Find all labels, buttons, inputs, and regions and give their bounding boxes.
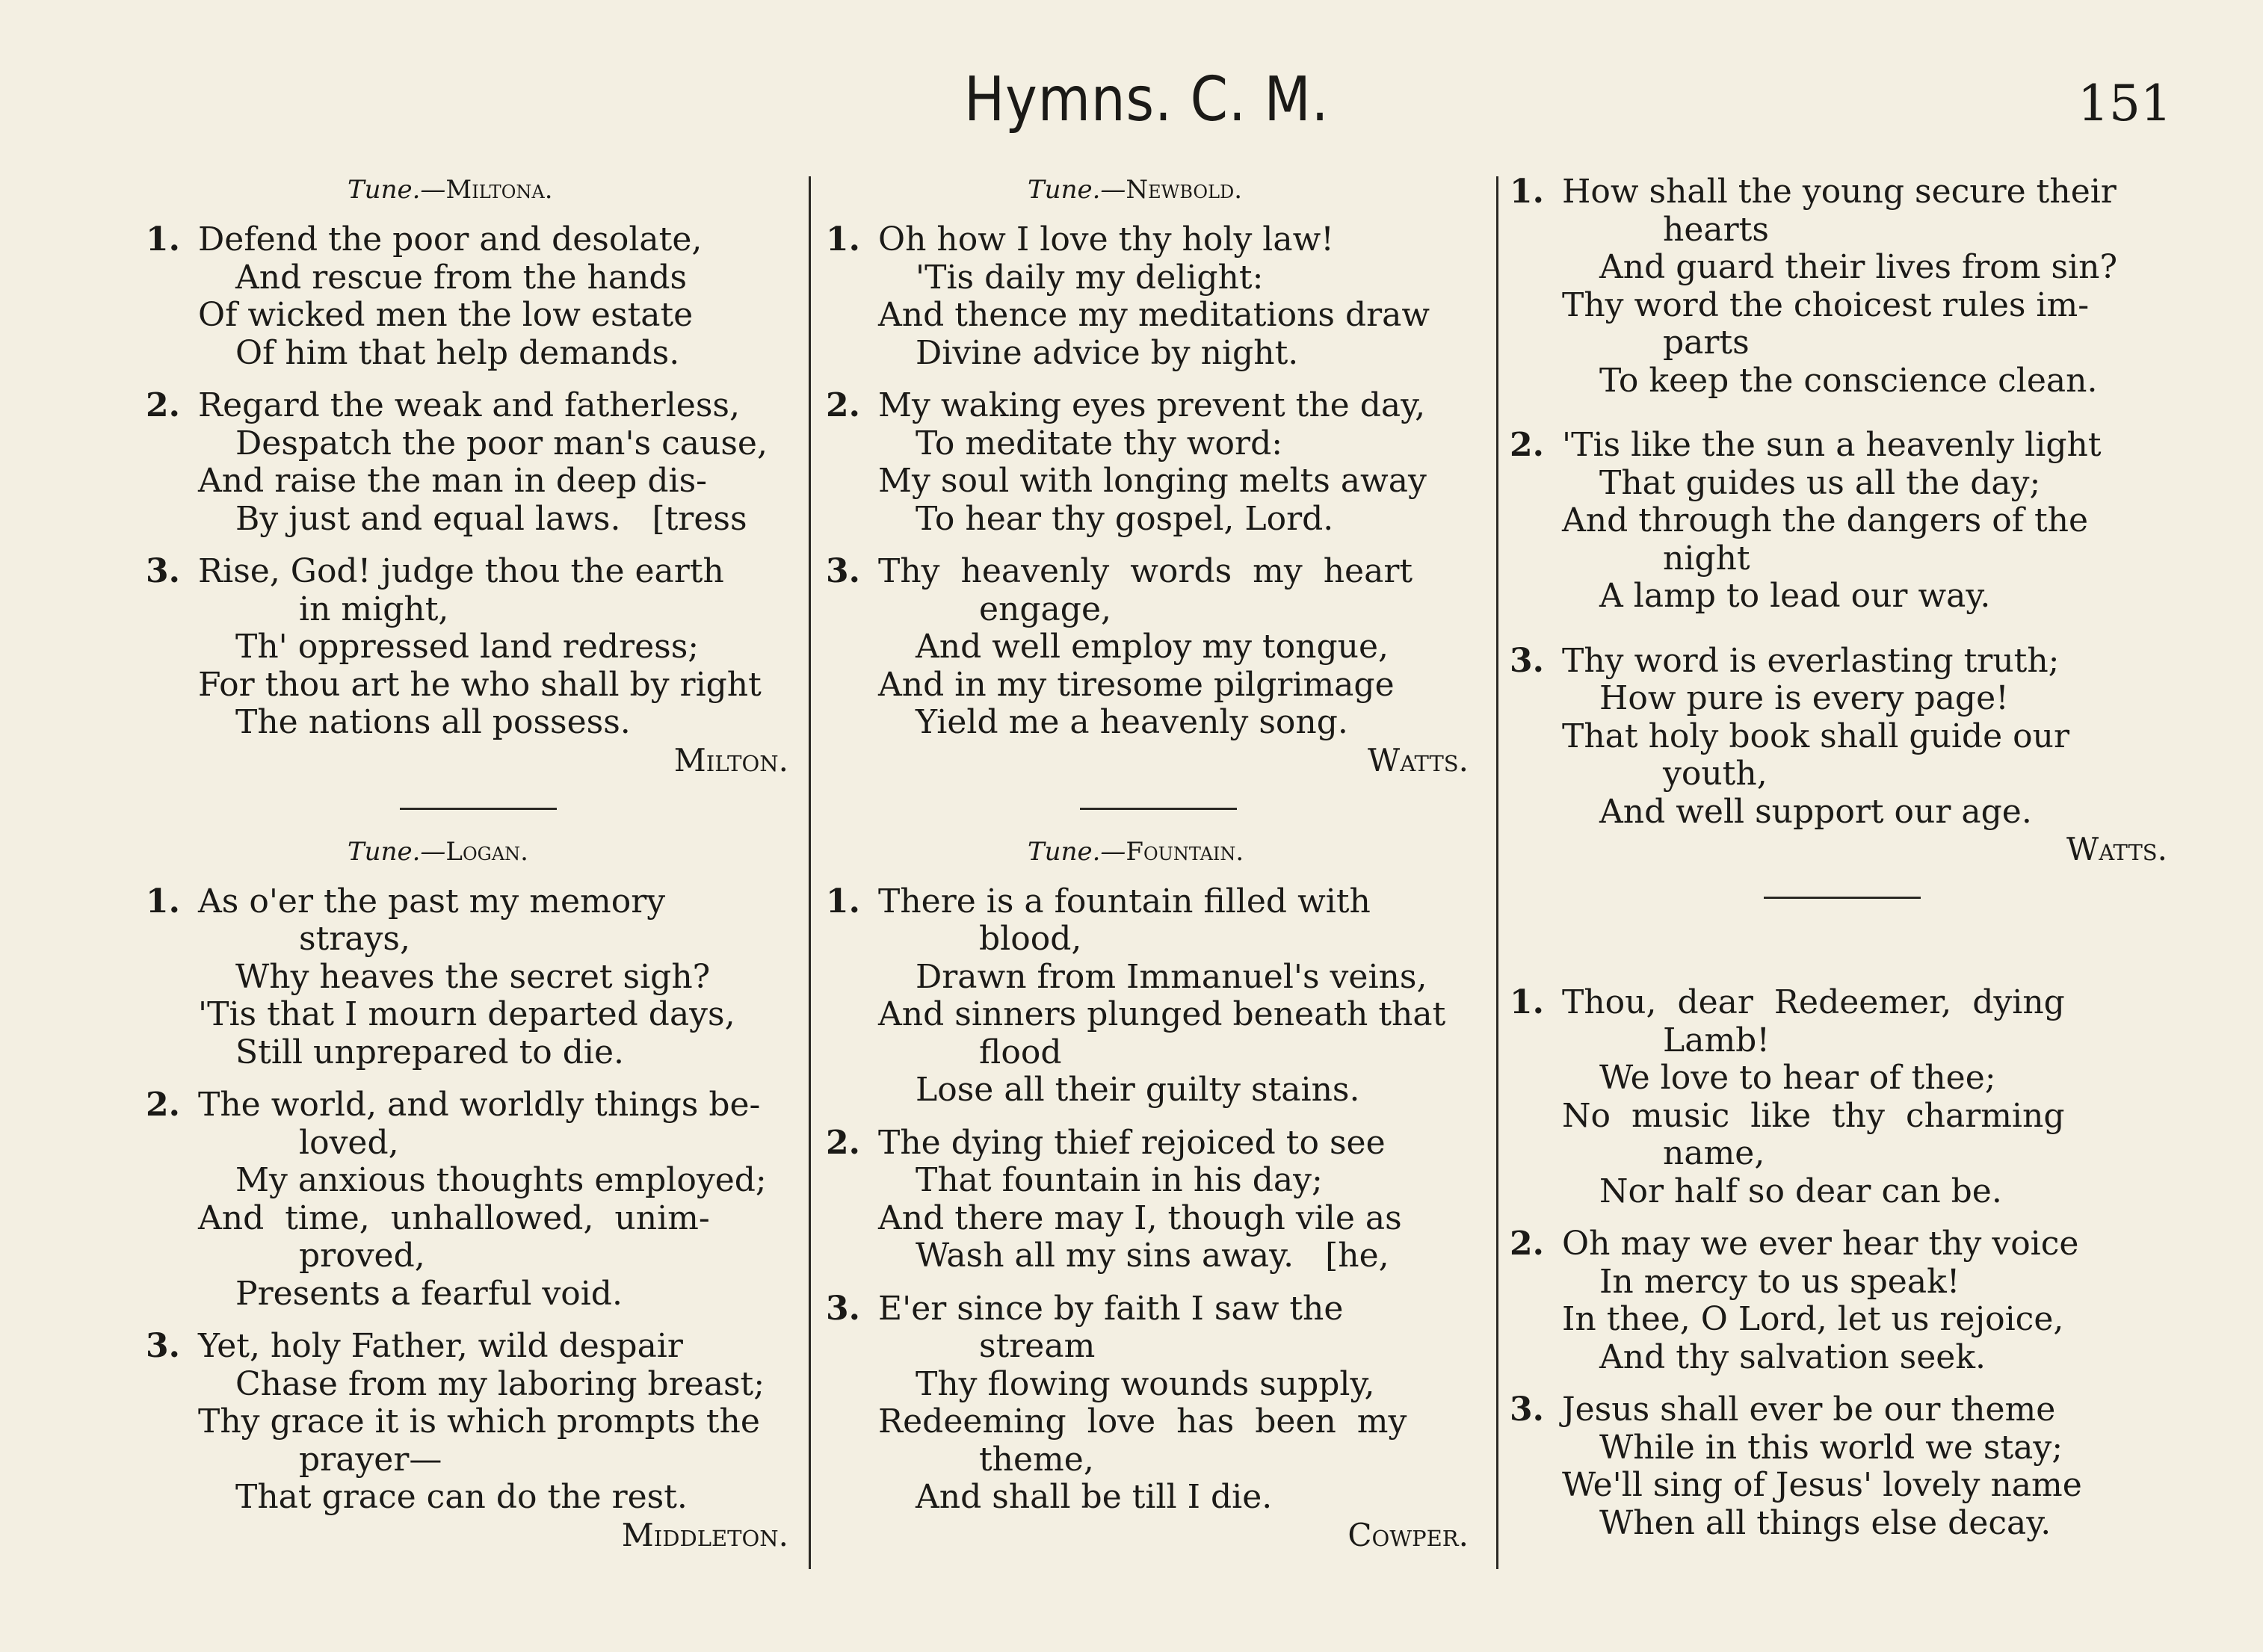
verse-line: 1. As o'er the past my memory <box>146 882 666 921</box>
verse-line: 1. Oh how I love thy holy law! <box>826 220 1334 259</box>
verse <box>826 221 1484 372</box>
column-right <box>1510 173 2182 1586</box>
verse-line: Redeeming love has been my <box>878 1402 1407 1441</box>
hymn-separator <box>1764 897 1921 899</box>
verse-line: Wash all my sins away. [he, <box>916 1237 1389 1275</box>
verse <box>1510 173 2182 400</box>
verse-line: For thou art he who shall by right <box>198 665 762 704</box>
verse-line: 3. Rise, God! judge thou the earth <box>146 552 724 590</box>
verse <box>826 883 1484 1110</box>
verse-line: proved, <box>299 1237 425 1275</box>
tune-heading: Tune.—Logan. <box>348 836 528 867</box>
verse-line: Thy flowing wounds supply, <box>916 1364 1375 1403</box>
verse <box>826 553 1484 742</box>
verse-line: night <box>1663 539 1750 578</box>
verse-line: 2. My waking eyes prevent the day, <box>826 386 1426 424</box>
verse-line: A lamp to lead our way. <box>1599 577 1991 615</box>
verse-line: And guard their lives from sin? <box>1599 248 2118 286</box>
verse-line: strays, <box>299 920 410 958</box>
verse-number: 2. <box>146 1086 180 1124</box>
verse-line: And time, unhallowed, unim- <box>198 1198 710 1237</box>
page-title: Hymns. C. M. <box>964 64 1330 135</box>
tune-heading: Tune.—Miltona. <box>348 175 553 205</box>
verse-line: Divine advice by night. <box>916 333 1299 372</box>
verse <box>146 1328 803 1517</box>
verse-line: How pure is every page! <box>1599 679 2009 717</box>
verse-number: 2. <box>1510 426 1544 464</box>
hymn-author: Cowper. <box>1347 1516 1469 1553</box>
verse <box>1510 1391 2182 1542</box>
column-left <box>146 173 803 1586</box>
verse-line: 3. E'er since by faith I saw the <box>826 1289 1344 1328</box>
verse-line: That grace can do the rest. <box>235 1478 688 1516</box>
verse-line: 2. The world, and worldly things be- <box>146 1086 761 1124</box>
verse-number: 2. <box>826 386 860 424</box>
verse-number: 1. <box>826 882 860 921</box>
verse-line: 3. Thy word is everlasting truth; <box>1510 641 2060 680</box>
verse-line: That fountain in his day; <box>916 1161 1323 1199</box>
verse <box>146 553 803 742</box>
verse-line: theme, <box>979 1440 1094 1479</box>
verse-line: We love to hear of thee; <box>1599 1059 1996 1097</box>
verse <box>1510 1225 2182 1376</box>
verse-line: Th' oppressed land redress; <box>235 628 700 666</box>
verse-line: Nor half so dear can be. <box>1599 1172 2002 1210</box>
verse-line: loved, <box>299 1123 399 1162</box>
verse-number: 3. <box>1510 641 1544 680</box>
page-number: 151 <box>2078 75 2172 132</box>
verse <box>826 387 1484 538</box>
verse-number: 3. <box>826 552 860 590</box>
verse-line: Presents a fearful void. <box>235 1274 623 1313</box>
verse-line: The nations all possess. <box>235 703 631 741</box>
verse-line: That holy book shall guide our <box>1562 717 2070 755</box>
verse-line: Chase from my laboring breast; <box>235 1364 765 1403</box>
verse-line: 1. There is a fountain filled with <box>826 882 1371 921</box>
verse-line: And in my tiresome pilgrimage <box>878 665 1395 704</box>
verse-line: Of him that help demands. <box>235 333 680 372</box>
verse-number: 3. <box>826 1289 860 1328</box>
verse <box>1510 643 2182 832</box>
verse-line: My anxious thoughts employed; <box>235 1161 767 1199</box>
verse-line: And well support our age. <box>1599 792 2032 831</box>
verse-line: stream <box>979 1327 1096 1365</box>
verse-line: Why heaves the secret sigh? <box>235 957 711 996</box>
verse-number: 1. <box>146 220 180 259</box>
verse-line: blood, <box>979 920 1082 958</box>
verse <box>826 1290 1484 1517</box>
verse-line: In mercy to us speak! <box>1599 1262 1960 1301</box>
verse-line: My soul with longing melts away <box>878 462 1427 500</box>
verse-number: 2. <box>146 386 180 424</box>
verse-line: 3. Jesus shall ever be our theme <box>1510 1390 2056 1429</box>
verse-line: By just and equal laws. [tress <box>235 499 747 538</box>
verse-line: engage, <box>979 590 1111 628</box>
verse-line: Drawn from Immanuel's veins, <box>916 957 1427 996</box>
verse-line: To meditate thy word: <box>916 424 1283 463</box>
verse-line: youth, <box>1663 755 1768 793</box>
verse-line: name, <box>1663 1134 1765 1172</box>
verse-number: 1. <box>1510 983 1544 1021</box>
tune-heading: Tune.—Fountain. <box>1028 836 1244 867</box>
column-rule <box>809 176 811 1569</box>
verse-line: Yield me a heavenly song. <box>916 703 1348 741</box>
verse-number: 2. <box>826 1123 860 1162</box>
verse-line: prayer— <box>299 1440 442 1479</box>
verse-number: 1. <box>146 882 180 921</box>
verse-line: 2. Regard the weak and fatherless, <box>146 386 740 424</box>
verse-line: And shall be till I die. <box>916 1478 1273 1516</box>
verse-number: 3. <box>146 552 180 590</box>
verse-line: 'Tis that I mourn departed days, <box>198 995 735 1033</box>
verse-line: And thy salvation seek. <box>1599 1337 1986 1376</box>
verse-line: Thy word the choicest rules im- <box>1562 285 2090 324</box>
verse <box>1510 427 2182 616</box>
verse-line: When all things else decay. <box>1599 1503 2051 1542</box>
column-middle <box>826 173 1484 1586</box>
verse-line: parts <box>1663 324 1750 362</box>
verse-number: 1. <box>1510 173 1544 211</box>
verse-line: And rescue from the hands <box>235 258 688 297</box>
verse <box>146 883 803 1072</box>
verse-line: And well employ my tongue, <box>916 628 1389 666</box>
verse <box>1510 984 2182 1210</box>
verse-line: in might, <box>299 590 449 628</box>
tune-heading: Tune.—Newbold. <box>1028 175 1243 205</box>
verse-line: hearts <box>1663 210 1769 249</box>
verse <box>146 221 803 372</box>
verse-line: We'll sing of Jesus' lovely name <box>1562 1466 2082 1504</box>
verse-line: And through the dangers of the <box>1562 501 2089 539</box>
verse-line: 3. Thy heavenly words my heart <box>826 552 1413 590</box>
hymn-author: Middleton. <box>621 1516 788 1553</box>
hymn-author: Watts. <box>1368 741 1469 779</box>
verse-line: To hear thy gospel, Lord. <box>916 499 1334 538</box>
verse-line: 'Tis daily my delight: <box>916 258 1264 297</box>
hymn-author: Watts. <box>2066 831 2167 867</box>
verse-line: No music like thy charming <box>1562 1096 2065 1135</box>
verse-line: Lose all their guilty stains. <box>916 1071 1360 1109</box>
page-header <box>0 64 2263 146</box>
hymn-separator <box>1080 808 1237 810</box>
verse-line: While in this world we stay; <box>1599 1428 2063 1467</box>
verse-line: Of wicked men the low estate <box>198 296 694 334</box>
verse-line: 2. 'Tis like the sun a heavenly light <box>1510 426 2102 464</box>
verse-line: Thy grace it is which prompts the <box>198 1402 760 1441</box>
verse-line: 2. Oh may we ever hear thy voice <box>1510 1225 2079 1263</box>
column-rule <box>1496 176 1498 1569</box>
verse-number: 2. <box>1510 1225 1544 1263</box>
hymn-author: Milton. <box>673 741 788 779</box>
verse-line: That guides us all the day; <box>1599 463 2041 502</box>
hymn-separator <box>400 808 557 810</box>
verse <box>146 387 803 538</box>
verse-line: 3. Yet, holy Father, wild despair <box>146 1327 683 1365</box>
verse-line: 1. How shall the young secure their <box>1510 173 2117 211</box>
verse <box>146 1086 803 1313</box>
verse-line: Lamb! <box>1663 1021 1770 1059</box>
verse-line: And raise the man in deep dis- <box>198 462 708 500</box>
verse-line: 1. Defend the poor and desolate, <box>146 220 703 259</box>
verse-line: And thence my meditations draw <box>878 296 1430 334</box>
verse-line: Despatch the poor man's cause, <box>235 424 768 463</box>
verse-number: 3. <box>1510 1390 1544 1429</box>
verse-number: 1. <box>826 220 860 259</box>
verse <box>826 1124 1484 1275</box>
verse-line: And sinners plunged beneath that <box>878 995 1446 1033</box>
verse-number: 3. <box>146 1327 180 1365</box>
verse-line: And there may I, though vile as <box>878 1198 1402 1237</box>
verse-line: flood <box>979 1033 1062 1071</box>
verse-line: 1. Thou, dear Redeemer, dying <box>1510 983 2065 1021</box>
verse-line: 2. The dying thief rejoiced to see <box>826 1123 1386 1162</box>
verse-line: To keep the conscience clean. <box>1599 361 2098 400</box>
verse-line: In thee, O Lord, let us rejoice, <box>1562 1300 2064 1338</box>
verse-line: Still unprepared to die. <box>235 1033 624 1071</box>
